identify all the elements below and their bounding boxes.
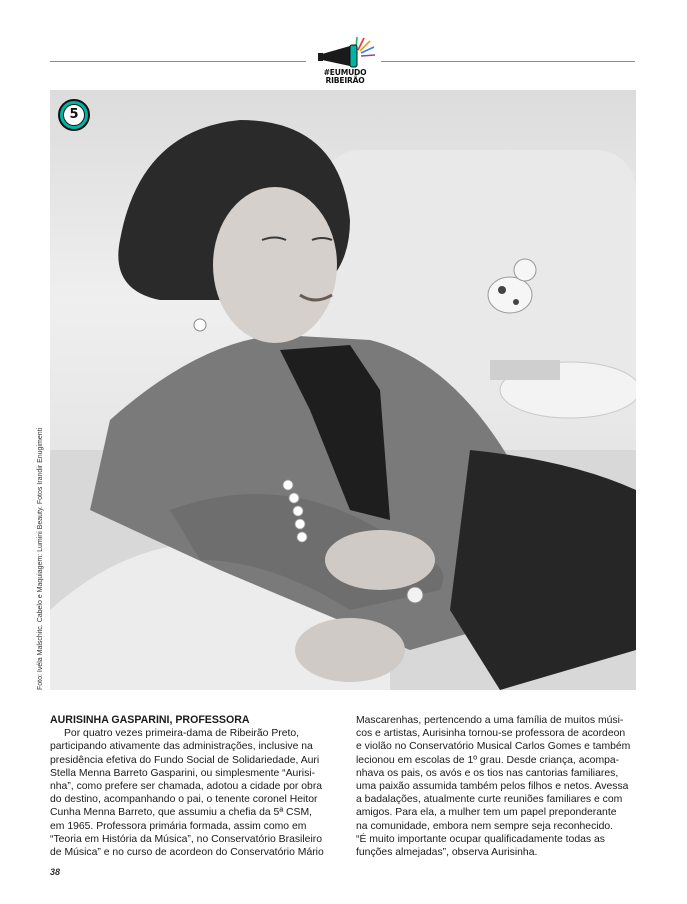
text-line: na comunidade, embora nem sempre seja reconhecido.	[356, 820, 614, 832]
article-text-right	[356, 714, 638, 859]
text-line: funções almejadas”, observa Aurisinha.	[356, 847, 538, 859]
text-line: “Teoria em História da Música”, no Conservatório Brasileiro	[50, 833, 322, 845]
text-line: presidência efetiva do Fundo Social de Solidariedade, Auri	[50, 754, 320, 766]
text-line: e violão no Conservatório Musical Carlos Gomes e também	[356, 741, 631, 753]
portrait-illustration	[50, 90, 636, 690]
text-line: nha”, como prefere ser chamada, adotou a cidade por obra	[50, 781, 323, 793]
text-line: amigos. Para ela, a mulher tem um papel preponderante	[356, 807, 617, 819]
logo-wordmark	[314, 69, 376, 84]
text-line: em 1965. Professora primária formada, assim como em	[50, 820, 307, 832]
header-rule-left	[50, 61, 306, 62]
article-column-left	[50, 714, 332, 859]
photo-credit: Foto: Ivéla Malschitc. Cabelo e Maquiagem: Lumini Beauty. Fotos Irandir Enugimenti	[37, 427, 44, 690]
header-rule-right	[381, 61, 635, 62]
text-line: de Música” e no curso de acordeon do Conservatório Mário	[50, 847, 324, 859]
text-line: Cunha Menna Barreto, que assumiu a chefia da 5ª CSM,	[50, 807, 313, 819]
article-column-right	[356, 714, 638, 859]
logo-line-1: #EUMUDO	[323, 68, 367, 77]
article-text-left	[50, 727, 332, 859]
megaphone-icon	[312, 36, 378, 72]
article-heading: AURISINHA GASPARINI, PROFESSORA	[50, 714, 250, 726]
text-line: Stella Menna Barreto Gasparini, ou simplesmente “Aurisi-	[50, 767, 316, 779]
text-line: participando ativamente das administrações, inclusive na	[50, 741, 313, 753]
page-number: 38	[50, 867, 61, 877]
text-line: Mascarenhas, pertencendo a uma família de muitos músi-	[356, 715, 624, 726]
text-line: nhava os pais, os avós e os tios nas cantorias familiares,	[356, 767, 619, 779]
text-line: “É muito importante ocupar qualificadamente todas as	[356, 833, 605, 845]
text-line: cos e artistas, Aurisinha tornou-se professora de acordeon	[356, 728, 626, 740]
text-line: Por quatro vezes primeira-dama de Ribeirão Preto,	[64, 728, 300, 740]
item-number-badge	[58, 99, 90, 131]
item-number: 5	[63, 104, 85, 126]
eumudo-ribeirao-logo	[312, 36, 378, 84]
text-line: lecionou em escolas de 1º grau. Desde criança, acompa-	[356, 754, 620, 766]
logo-line-2: RIBEIRÃO	[325, 75, 365, 85]
text-line: a badalações, atualmente curte reuniões familiares e com	[356, 794, 623, 806]
portrait-photo	[50, 90, 636, 690]
text-line: do destino, acompanhando o pai, o tenente coronel Heitor	[50, 794, 318, 806]
text-line: uma paixão assumida também pelos filhos e netos. Avessa	[356, 781, 629, 793]
